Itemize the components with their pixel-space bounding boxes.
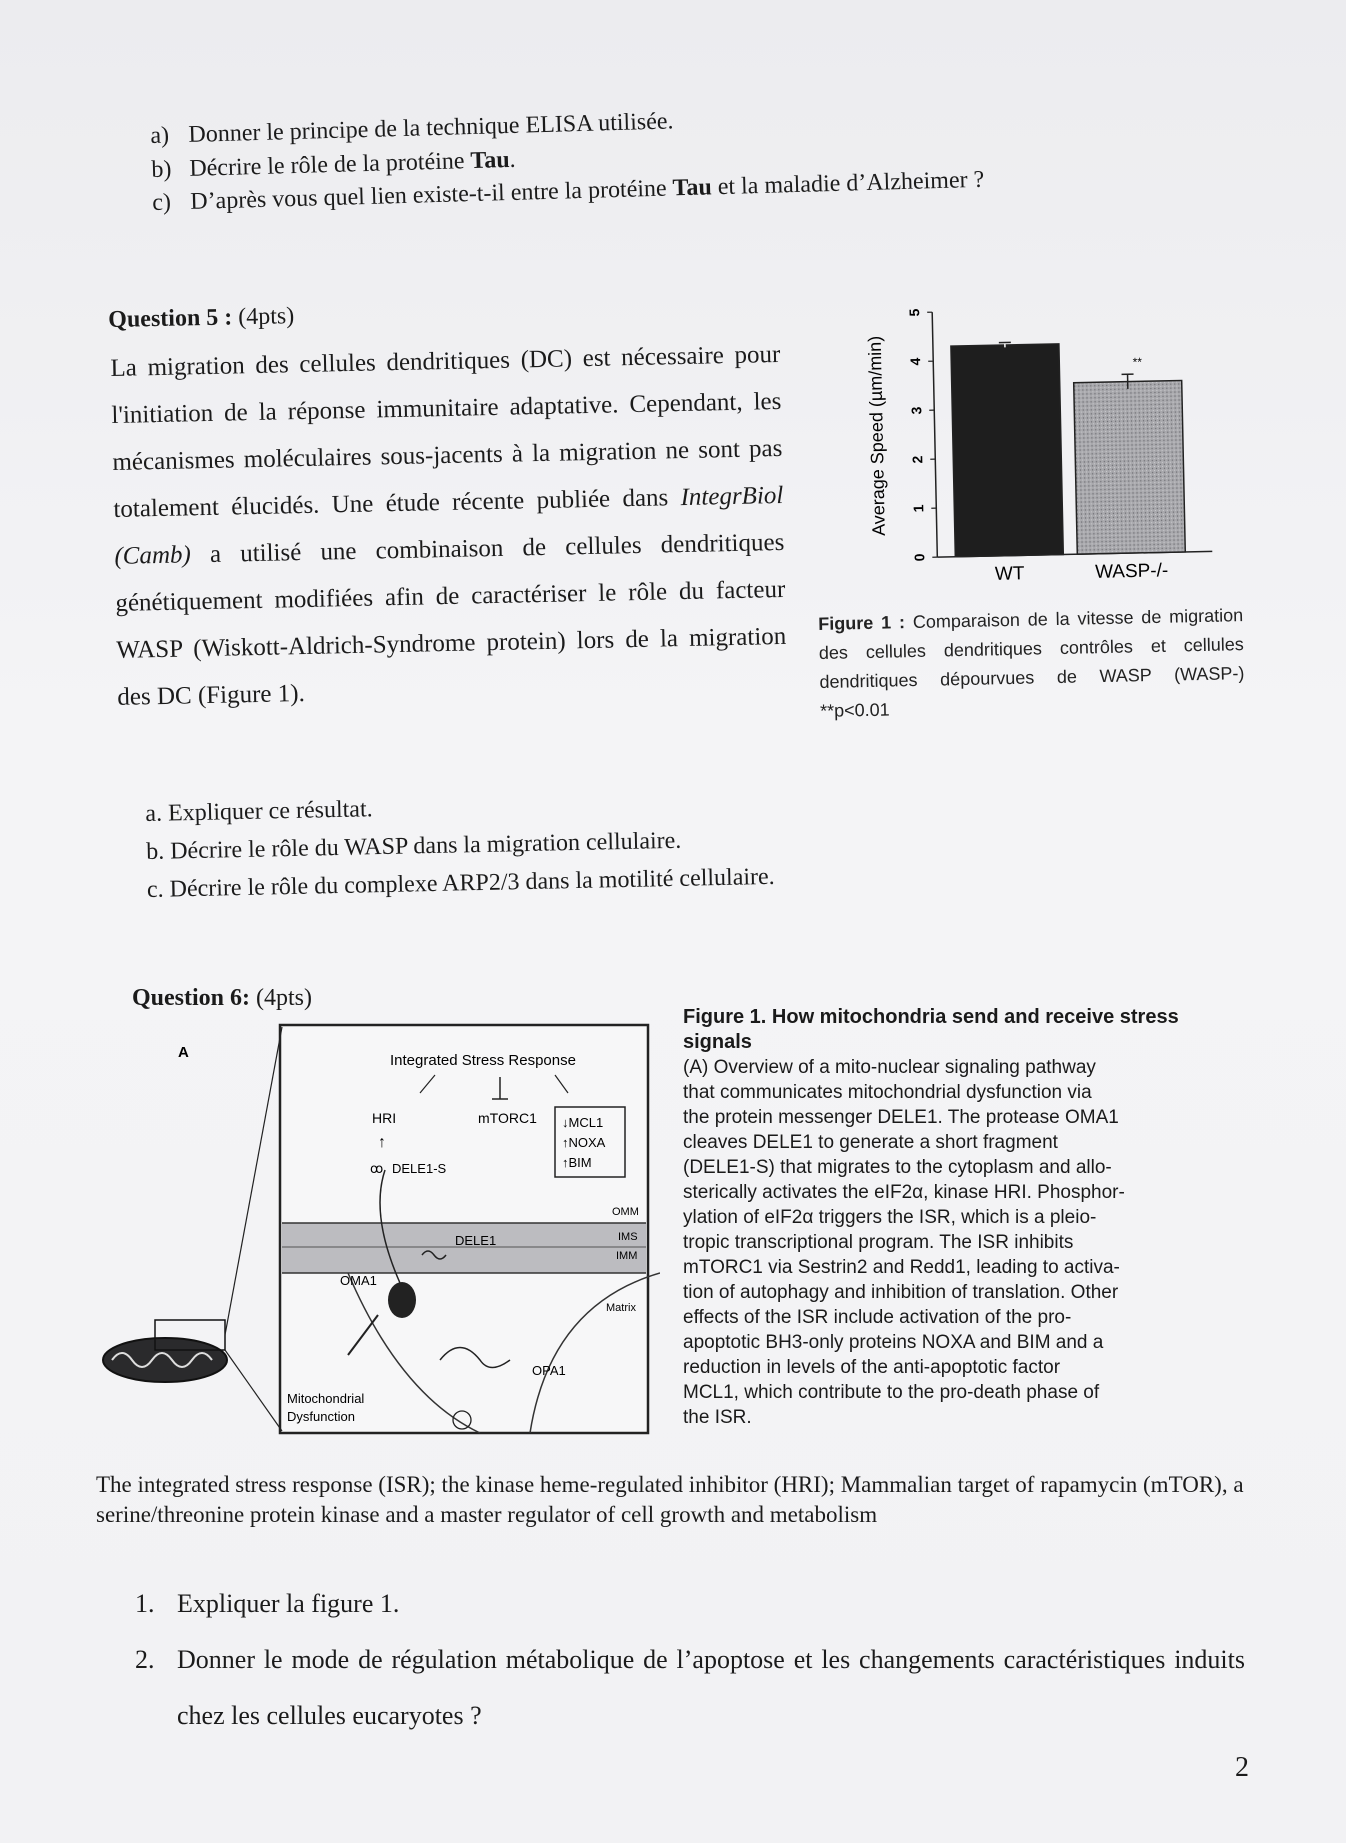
matrix-label: Matrix xyxy=(606,1302,636,1314)
y-tick-label: 4 xyxy=(907,357,924,366)
y-tick-label: 2 xyxy=(909,455,926,464)
zoom-line-bottom xyxy=(225,1350,282,1431)
bar-wt xyxy=(951,344,1063,557)
q6-question-2-text: Donner le mode de régulation métabolique de l’apoptose et les changements caractéristiques induits chez les cellules eucaryotes ? xyxy=(177,1645,1245,1730)
mitochondrion-icon xyxy=(103,1320,227,1382)
mito-figure-caption xyxy=(683,1005,1203,1430)
question-5-points: (4pts) xyxy=(237,303,295,331)
figure-1-caption-label: Figure 1 : xyxy=(818,612,906,634)
mito-caption-line: ylation of eIF2α triggers the ISR, which is a pleio- xyxy=(683,1207,1097,1228)
question-5-heading xyxy=(108,303,295,334)
mito-caption-line: sterically activates the eIF2α, kinase HRI. Phosphor- xyxy=(683,1182,1125,1203)
question-6-points: (4pts) xyxy=(256,985,313,1011)
question-a-label: a) xyxy=(150,122,170,149)
mito-caption-line: tion of autophagy and inhibition of translation. Other xyxy=(683,1282,1119,1303)
question-b-text: Décrire le rôle de la protéine xyxy=(189,147,471,182)
question-5-paragraph xyxy=(110,331,788,721)
q6-question-1 xyxy=(135,1576,1245,1632)
mito-caption-line: the ISR. xyxy=(683,1407,752,1428)
mito-caption-line: that communicates mitochondrial dysfunction via xyxy=(683,1082,1092,1103)
mito-signaling-diagram xyxy=(100,1015,660,1445)
question-c-text: D’après vous quel lien existe-t-il entre la protéine xyxy=(189,175,673,216)
q6-question-2-num: 2. xyxy=(135,1645,155,1674)
bim-label: ↑BIM xyxy=(562,1155,592,1170)
dysfunction-label-1: Mitochondrial xyxy=(287,1391,365,1406)
chart-bars xyxy=(951,339,1185,557)
mcl1-label: ↓MCL1 xyxy=(562,1115,604,1130)
figure-1-caption-text: Comparaison de la vitesse de migration des cellules dendritiques contrôles et cellules dendritiques dépourvues de WASP (WASP-) **p<0.01 xyxy=(818,605,1245,721)
mito-caption-line: tropic transcriptional program. The ISR inhibits xyxy=(683,1232,1074,1253)
question-b-end: . xyxy=(509,146,516,173)
q5-subquestion-c: c. Décrire le rôle du complexe ARP2/3 dans la motilité cellulaire. xyxy=(146,863,775,903)
mito-caption-line: reduction in levels of the anti-apoptotic factor xyxy=(683,1357,1061,1378)
q6-question-1-num: 1. xyxy=(135,1589,155,1618)
question-c-bold: Tau xyxy=(672,174,713,202)
q6-abbreviations: The integrated stress response (ISR); the kinase heme-regulated inhibitor (HRI); Mammalian target of rapamycin (mTOR), a serine/threonine protein kinase and a master regulator of cell growth and metabolism xyxy=(96,1472,1244,1527)
y-axis-label: Average Speed (µm/min) xyxy=(864,335,889,537)
y-tick-label: 3 xyxy=(908,406,925,415)
mito-caption-line: mTORC1 via Sestrin2 and Redd1, leading to activa- xyxy=(683,1257,1120,1278)
mtorc1-label: mTORC1 xyxy=(478,1110,537,1126)
question-6-heading xyxy=(132,985,312,1012)
opa1-label: OPA1 xyxy=(532,1363,566,1378)
journal-name: IntegrBiol (Camb) xyxy=(114,481,784,570)
dele1s-glyph: ꝏ xyxy=(370,1161,384,1176)
mito-caption-line: cleaves DELE1 to generate a short fragment xyxy=(683,1132,1058,1153)
hri-label: HRI xyxy=(372,1110,397,1126)
mito-caption-line: the protein messenger DELE1. The protease OMA1 xyxy=(683,1107,1119,1128)
mito-caption-line: apoptotic BH3-only proteins NOXA and BIM and a xyxy=(683,1332,1104,1353)
question-6-title: Question 6: xyxy=(132,985,251,1011)
dele1-label: DELE1 xyxy=(455,1233,497,1248)
y-tick-label: 1 xyxy=(910,504,927,513)
y-tick-label: 5 xyxy=(906,308,923,317)
mito-caption-line: (DELE1-S) that migrates to the cytoplasm and allo- xyxy=(683,1157,1112,1178)
question-b-bold: Tau xyxy=(470,146,510,174)
mito-caption-line: MCL1, which contribute to the pro-death phase of xyxy=(683,1382,1100,1403)
bar-wasp xyxy=(1074,380,1186,554)
panel-label: A xyxy=(178,1044,189,1061)
mito-caption-title: Figure 1. How mitochondria send and receive stress signals xyxy=(683,1006,1179,1053)
mito-caption-line: effects of the ISR include activation of the pro- xyxy=(683,1307,1072,1328)
question-b-label: b) xyxy=(151,156,172,183)
q6-question-2 xyxy=(135,1632,1245,1744)
question-a-text: Donner le principe de la technique ELISA utilisée. xyxy=(188,108,674,148)
wasp-speed-bar-chart xyxy=(852,286,1223,604)
q6-question-1-text: Expliquer la figure 1. xyxy=(177,1589,400,1618)
membrane-band xyxy=(282,1223,646,1273)
oma1-label: OMA1 xyxy=(340,1273,377,1288)
noxa-label: ↑NOXA xyxy=(562,1135,606,1150)
figure-1-caption xyxy=(818,601,1245,726)
page-number: 2 xyxy=(1235,1752,1249,1783)
isr-label: Integrated Stress Response xyxy=(390,1052,576,1069)
category-label: WT xyxy=(994,563,1025,585)
imm-label: IMM xyxy=(616,1250,638,1262)
ims-label: IMS xyxy=(618,1231,638,1243)
question-5-text-1: La migration des cellules dendritiques (DC) est nécessaire pour l'initiation de la réponse immunitaire adaptative. Cependant, les mécanismes moléculaires sous-jacents à la migration ne sont pas totalement élucidés. Une étude récente publiée dans xyxy=(110,340,783,523)
oma1-shape xyxy=(388,1282,416,1318)
dele1s-label: DELE1-S xyxy=(392,1161,447,1176)
dysfunction-label-2: Dysfunction xyxy=(287,1409,355,1424)
y-tick-label: 0 xyxy=(911,553,928,562)
top-question-list xyxy=(150,92,1152,221)
mito-caption-body xyxy=(683,1055,1203,1430)
significance-mark: ** xyxy=(1132,354,1143,370)
question-5-subquestions xyxy=(145,779,907,909)
q5-subquestion-b: b. Décrire le rôle du WASP dans la migration cellulaire. xyxy=(145,827,682,865)
question-5-text-2: a utilisé une combinaison de cellules dendritiques génétiquement modifiées afin de caractériser le rôle du facteur WASP (Wiskott-Aldrich-Syndrome protein) lors de la migration des DC (Figure 1). xyxy=(115,528,787,711)
q6-question-list xyxy=(135,1576,1245,1744)
y-axis xyxy=(932,312,937,557)
question-c-end: et la maladie d’Alzheimer ? xyxy=(711,166,985,201)
mito-caption-line: (A) Overview of a mito-nuclear signaling pathway xyxy=(683,1057,1096,1078)
question-c-label: c) xyxy=(151,189,172,217)
omm-label: OMM xyxy=(612,1206,639,1218)
zoom-line-top xyxy=(225,1027,282,1335)
hri-up-arrow: ↑ xyxy=(378,1134,386,1151)
question-5-title: Question 5 : xyxy=(108,304,233,333)
category-label: WASP-/- xyxy=(1094,560,1169,583)
q5-subquestion-a: a. Expliquer ce résultat. xyxy=(145,796,373,827)
